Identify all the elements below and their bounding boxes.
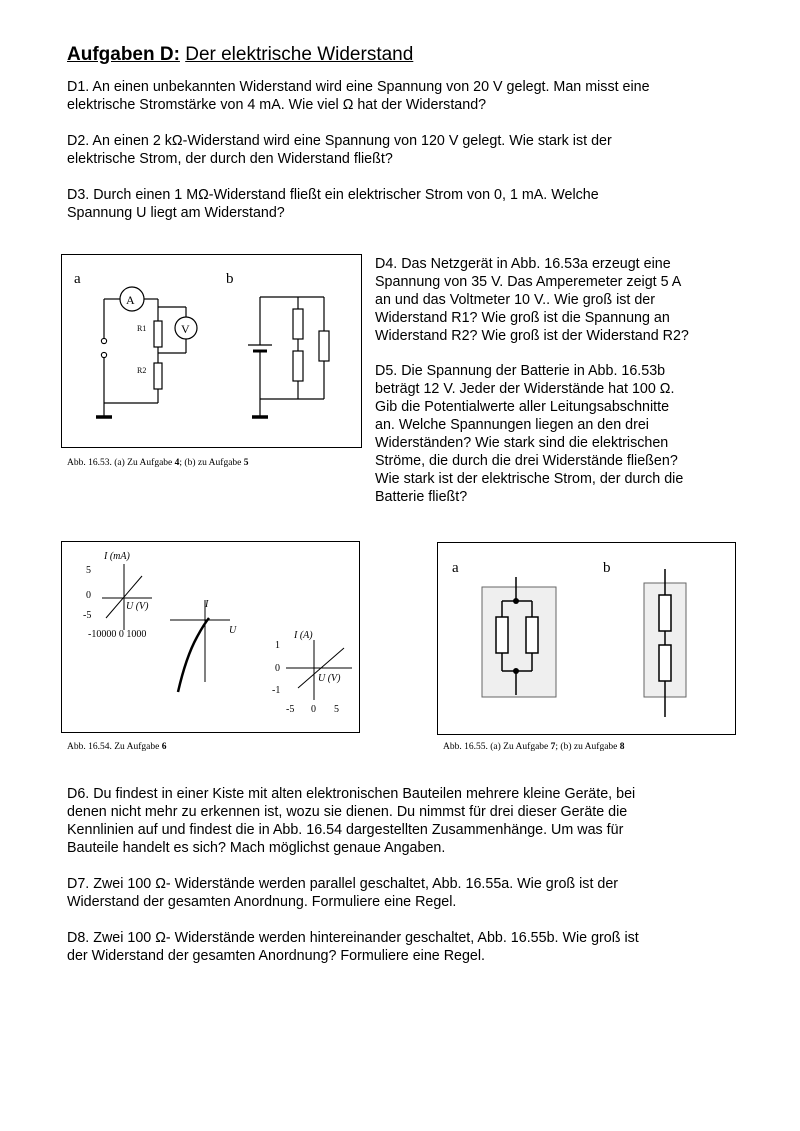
task-d6-line: D6. Du findest in einer Kiste mit alten elektronischen Bauteilen mehrere kleine Geräte, bei (67, 786, 636, 802)
g1-y-tick: 5 (86, 565, 91, 576)
g1-x-axis-label: U (V) (126, 601, 149, 612)
caption-text: Abb. 16.53. (a) Zu Aufgabe (67, 458, 175, 468)
task-d2 (67, 132, 612, 168)
task-d3-line: D3. Durch einen 1 MΩ-Widerstand fließt ein elektrischer Strom von 0, 1 mA. Welche (67, 187, 599, 203)
caption-text: ; (b) zu Aufgabe (179, 458, 244, 468)
g1-y-tick: 0 (86, 590, 91, 601)
task-d5-line: an. Welche Spannungen liegen an den drei (375, 417, 649, 433)
task-d6-line: Kennlinien auf und findest die in Abb. 16.54 dargestellten Zusammenhänge. Um was für (67, 822, 624, 838)
g3-y-tick: 1 (275, 640, 280, 651)
task-d5-line: D5. Die Spannung der Batterie in Abb. 16.53b (375, 363, 666, 379)
characteristic-curves (62, 542, 359, 732)
task-d4-line: Widerstand R1? Wie groß ist die Spannung an (375, 310, 670, 326)
g3-y-tick: -1 (272, 685, 281, 696)
caption-16-54 (67, 742, 166, 752)
task-d1-line: elektrische Stromstärke von 4 mA. Wie viel Ω hat der Widerstand? (67, 97, 487, 113)
g2-x-axis-label: U (229, 625, 237, 636)
fig53-label-b: b (226, 271, 234, 287)
task-d2-line: D2. An einen 2 kΩ-Widerstand wird eine Spannung von 120 V gelegt. Wie stark ist der (67, 133, 612, 149)
voltmeter-label: V (181, 322, 190, 336)
task-d2-line: elektrische Strom, der durch den Widerstand fließt? (67, 151, 393, 167)
figure-16-53 (61, 254, 362, 448)
g3-x-tick: 0 (311, 704, 316, 715)
task-d6-line: denen nicht mehr zu erkennen ist, wozu sie dienen. Du nimmst für drei dieser Geräte die (67, 804, 628, 820)
resistor-networks (438, 543, 735, 734)
caption-task-number: 8 (619, 742, 625, 752)
task-d5-line: Wie stark ist der elektrische Strom, der durch die (375, 471, 684, 487)
caption-16-55 (443, 742, 625, 752)
caption-task-number: 7 (550, 742, 556, 752)
caption-text: Abb. 16.55. (a) Zu Aufgabe (443, 742, 551, 752)
g1-x-ticks: -10000 0 1000 (88, 629, 147, 640)
caption-task-number: 5 (243, 458, 249, 468)
fig53-label-a: a (74, 271, 81, 287)
circuit-diagrams (62, 255, 361, 447)
task-d8 (67, 929, 639, 965)
task-d6-line: Bauteile handelt es sich? Mach möglichst genaue Angaben. (67, 840, 446, 856)
task-d4 (375, 255, 689, 345)
g3-x-tick: 5 (334, 704, 339, 715)
task-d7 (67, 875, 618, 911)
task-d4-line: D4. Das Netzgerät in Abb. 16.53a erzeugt eine (375, 256, 671, 272)
task-d7-line: D7. Zwei 100 Ω- Widerstände werden parallel geschaltet, Abb. 16.55a. Wie groß ist der (67, 876, 619, 892)
task-d1 (67, 78, 650, 114)
task-d5-line: Gib die Potentialwerte aller Leitungsabschnitte (375, 399, 670, 415)
g3-x-tick: -5 (286, 704, 295, 715)
caption-text: ; (b) zu Aufgabe (555, 742, 620, 752)
figure-16-54 (61, 541, 360, 733)
fig55-label-b: b (603, 560, 611, 576)
task-d5-line: beträgt 12 V. Jeder der Widerstände hat 100 Ω. (375, 381, 675, 397)
page-title (67, 44, 413, 66)
task-d4-line: Widerstand R2? Wie groß ist der Widerstand R2? (375, 328, 689, 344)
g1-y-axis-label: I (mA) (104, 551, 130, 562)
r2-label: R2 (137, 366, 147, 375)
r1-label: R1 (137, 324, 147, 333)
caption-task-number: 6 (161, 742, 167, 752)
caption-task-number: 4 (174, 458, 180, 468)
title-prefix: Aufgaben D: (67, 44, 180, 65)
task-d6 (67, 785, 635, 857)
caption-16-53 (67, 458, 249, 468)
task-d3 (67, 186, 599, 222)
task-d4-line: an und das Voltmeter 10 V.. Wie groß ist der (375, 292, 655, 308)
task-d3-line: Spannung U liegt am Widerstand? (67, 205, 285, 221)
task-d8-line: der Widerstand der gesamten Anordnung? Formuliere eine Regel. (67, 948, 486, 964)
g3-y-axis-label: I (A) (294, 630, 313, 641)
fig55-label-a: a (452, 560, 459, 576)
figure-16-55 (437, 542, 736, 735)
task-d5-line: Ströme, die durch die drei Widerstände fließen? (375, 453, 678, 469)
g1-y-tick: -5 (83, 610, 92, 621)
task-d5 (375, 362, 683, 506)
g3-y-tick: 0 (275, 663, 280, 674)
title-text: Der elektrische Widerstand (185, 44, 414, 65)
g3-x-axis-label: U (V) (318, 673, 341, 684)
task-d5-line: Widerständen? Wie stark sind die elektrischen (375, 435, 669, 451)
task-d1-line: D1. An einen unbekannten Widerstand wird eine Spannung von 20 V gelegt. Man misst eine (67, 79, 650, 95)
g2-y-axis-label: I (205, 599, 209, 610)
task-d5-line: Batterie fließt? (375, 489, 468, 505)
task-d8-line: D8. Zwei 100 Ω- Widerstände werden hintereinander geschaltet, Abb. 16.55b. Wie groß ist (67, 930, 639, 946)
task-d7-line: Widerstand der gesamten Anordnung. Formuliere eine Regel. (67, 894, 457, 910)
task-d4-line: Spannung von 35 V. Das Amperemeter zeigt 5 A (375, 274, 682, 290)
ammeter-label: A (126, 293, 135, 307)
caption-text: Abb. 16.54. Zu Aufgabe (67, 742, 162, 752)
